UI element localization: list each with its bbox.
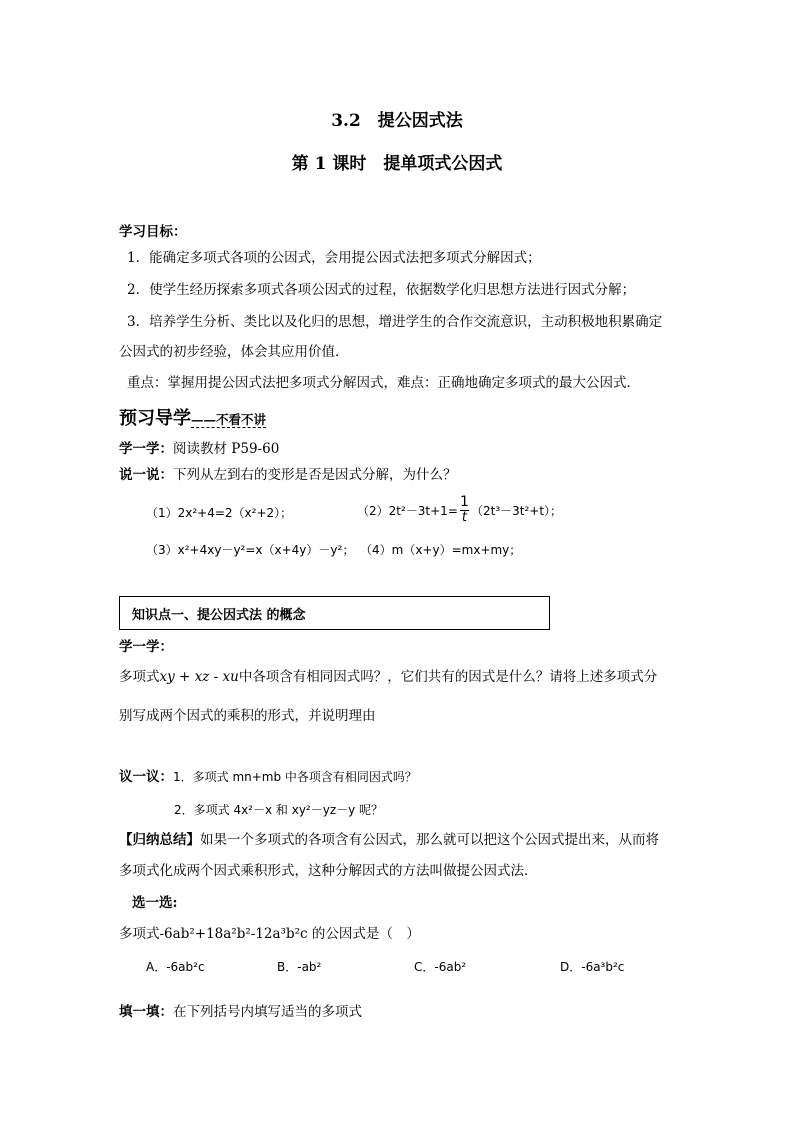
option-b: B．-ab² xyxy=(277,960,322,974)
objective-item-3-cont: 公因式的初步经验，体会其应用价值． xyxy=(119,344,349,360)
read-line xyxy=(119,440,279,458)
discuss-item-2: 2．多项式 4x²－x 和 xy²－yz－y 呢？ xyxy=(174,803,384,817)
fraction-denominator: t xyxy=(461,510,467,525)
objectives-heading: 学习目标： xyxy=(119,224,187,240)
preview-heading xyxy=(119,404,266,430)
objective-item-1: 1．能确定多项式各项的公因式，会用提公因式法把多项式分解因式； xyxy=(127,250,541,266)
fraction-numerator: 1 xyxy=(459,494,469,510)
question-3: （3）x²+4xy－y²=x（x+4y）－y²； xyxy=(146,543,355,557)
preview-heading-text: 预习导学 xyxy=(119,408,191,429)
knowledge-point-box xyxy=(119,596,550,630)
say-line xyxy=(119,466,457,484)
objective-item-2: 2．使学生经历探索多项式各项公因式的过程，依据数学化归思想方法进行因式分解； xyxy=(127,282,636,298)
objective-item-3: 3．培养学生分析、类比以及化归的思想，增进学生的合作交流意识，主动积极地积累确定 xyxy=(127,314,663,330)
summary-line-1 xyxy=(119,831,659,849)
choose-question: 多项式-6ab²+18a²b²-12a³b²c 的公因式是（ ） xyxy=(119,926,420,942)
discuss-item-1: 1．多项式 mn+mb 中各项含有相同因式吗？ xyxy=(173,770,417,784)
summary-label: 【归纳总结】 xyxy=(119,832,200,848)
question-2 xyxy=(357,496,562,527)
page-subtitle: 第 1 课时 提单项式公因式 xyxy=(291,154,503,174)
read-label: 学一学： xyxy=(119,441,173,457)
fill-line xyxy=(119,1003,362,1021)
summary-line-2: 多项式化成两个因式乘积形式，这种分解因式的方法叫做提公因式法． xyxy=(119,863,538,879)
question-2-prefix: （2）2t²－3t+1= xyxy=(357,504,458,518)
page-title: 3.2 提公因式法 xyxy=(331,111,463,131)
fill-text: 在下列括号内填写适当的多项式 xyxy=(173,1004,362,1020)
discuss-label: 议一议： xyxy=(119,769,173,785)
question-2-suffix: （2t³－3t²+t）； xyxy=(470,504,563,518)
say-label: 说一说： xyxy=(119,467,173,483)
knowledge-point-title: 知识点一、提公因式法 的概念 xyxy=(132,608,306,623)
fill-label: 填一填： xyxy=(119,1004,173,1020)
option-d: D．-6a³b²c xyxy=(560,960,625,974)
learn-text-suffix: 中各项含有相同因式吗？，它们共有的因式是什么？请将上述多项式分 xyxy=(238,669,658,685)
polynomial-expression: xy + xz - xu xyxy=(159,669,239,685)
option-c: C．-6ab² xyxy=(414,960,467,974)
question-1: （1）2x²+4=2（x²+2）； xyxy=(146,506,293,520)
question-2-fraction xyxy=(460,494,469,525)
say-text: 下列从左到右的变形是否是因式分解，为什么？ xyxy=(173,467,457,483)
question-4: （4）m（x+y）=mx+my； xyxy=(360,543,522,557)
key-points: 重点：掌握用提公因式法把多项式分解因式，难点：正确地确定多项式的最大公因式． xyxy=(127,375,640,391)
summary-text-1: 如果一个多项式的各项含有公因式，那么就可以把这个公因式提出来，从而将 xyxy=(200,832,659,848)
read-text: 阅读教材 P59-60 xyxy=(173,441,280,457)
learn-text-line-2: 别写成两个因式的乘积的形式，并说明理由 xyxy=(119,708,376,724)
discuss-line-1 xyxy=(119,768,417,786)
learn-label: 学一学： xyxy=(119,639,173,655)
preview-heading-suffix: ——不看不讲 xyxy=(191,412,267,427)
learn-text-line-1 xyxy=(119,668,657,686)
option-a: A．-6ab²c xyxy=(146,960,205,974)
choose-label: 选一选: xyxy=(132,895,178,911)
learn-text-prefix: 多项式 xyxy=(119,669,160,685)
